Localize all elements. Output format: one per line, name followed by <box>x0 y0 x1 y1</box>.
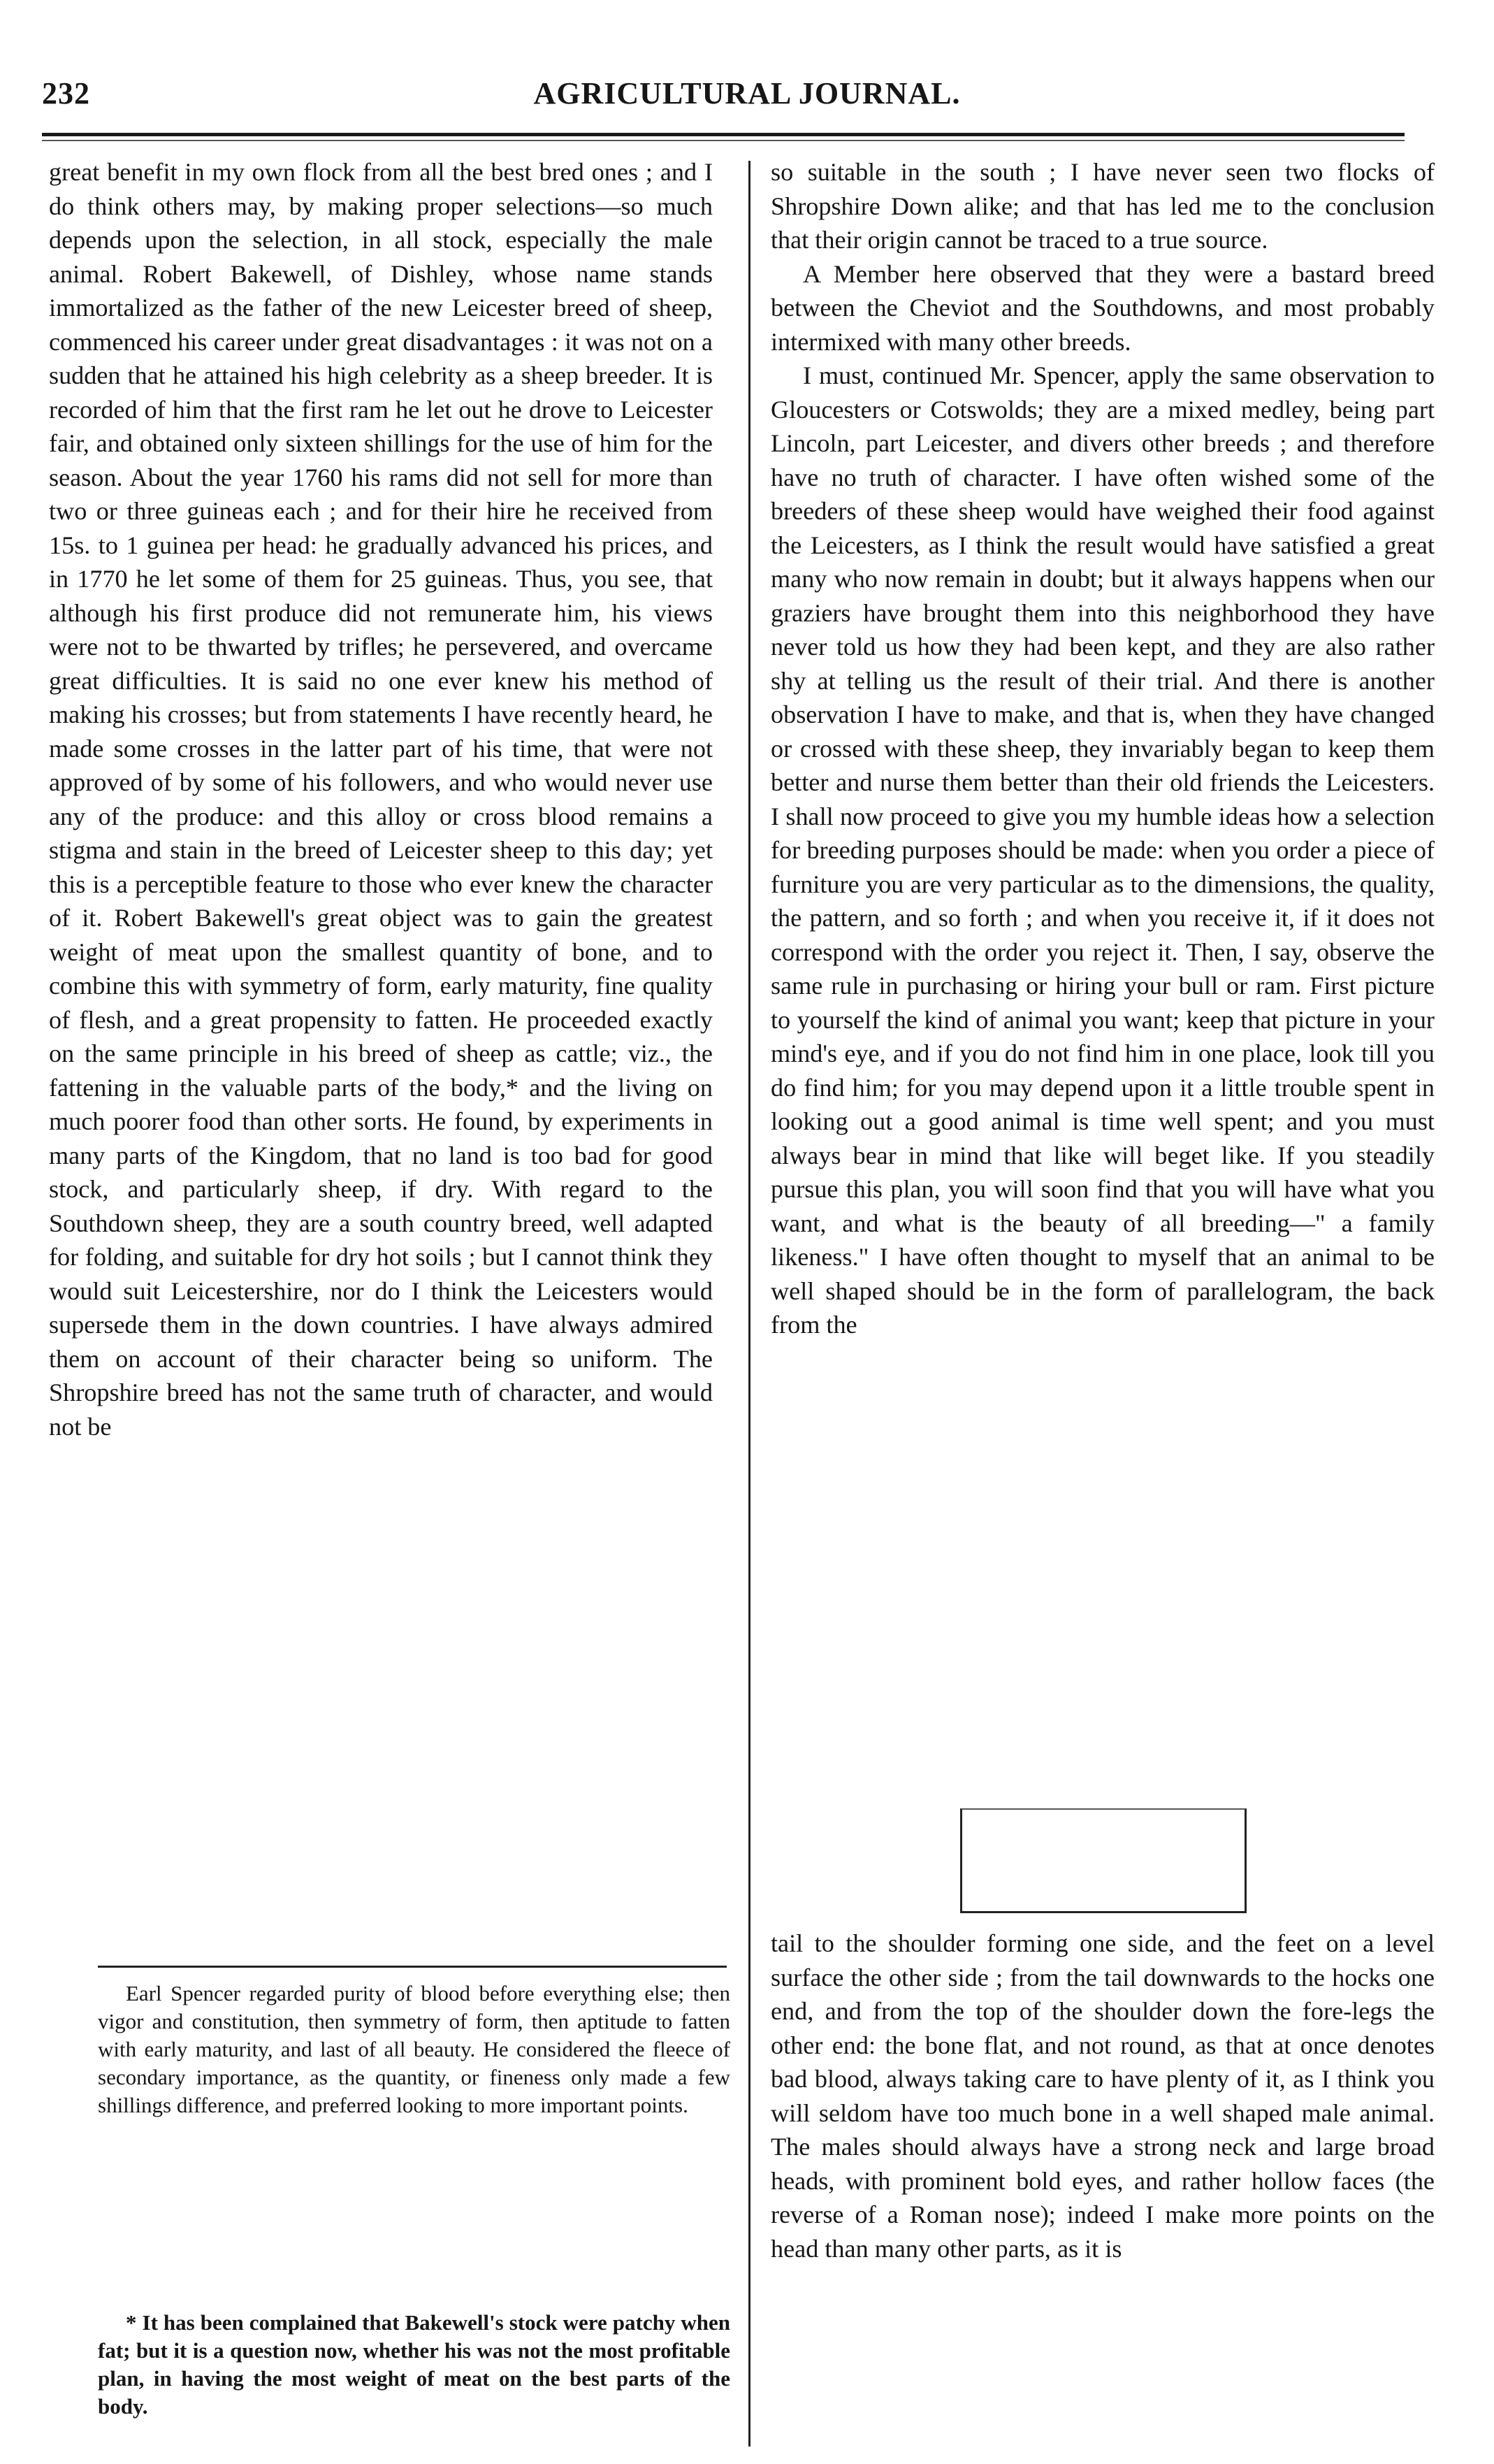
left-column <box>49 155 713 1443</box>
column-divider <box>748 161 750 2447</box>
right-column <box>771 155 1435 1342</box>
running-title: AGRICULTURAL JOURNAL. <box>533 76 961 110</box>
left-column-text: great benefit in my own flock from all the best bred ones ; and I do think others may, by making proper selections—so much depends upon the selection, in all stock, especially the male animal. Robert Bakewell, of Dishley, whose name stands immortalized as the father of the new Leicester breed of sheep, commenced his career under great disadvantages : it was not on a sudden that he attained his high celebrity as a sheep breeder. It is recorded of him that the first ram he let out he drove to Leicester fair, and obtained only sixteen shillings for the use of him for the season. About the year 1760 his rams did not sell for more than two or three guineas each ; and for their hire he received from 15s. to 1 guinea per head: he gradually advanced his prices, and in 1770 he let some of them for 25 guineas. Thus, you see, that although his first produce did not remunerate him, his views were not to be thwarted by trifles; he persevered, and overcame great difficulties. It is said no one ever knew his method of making his crosses; but from statements I have recently heard, he made some crosses in the latter part of his time, that were not approved of by some of his followers, and who would never use any of the produce: and this alloy or cross blood remains a stigma and stain in the breed of Leicester sheep to this day; yet this is a perceptible feature to those who ever knew the character of it. Robert Bakewell's great object was to gain the greatest weight of meat upon the smallest quantity of bone, and to combine this with symmetry of form, early maturity, fine quality of flesh, and a great propensity to fatten. He proceeded exactly on the same principle in his breed of sheep as cattle; viz., the fattening in the valuable parts of the body,* and the living on much poorer food than other sorts. He found, by experiments in many parts of the Kingdom, that no land is too bad for good stock, and particularly sheep, if dry. With regard to the Southdown sheep, they are a south country breed, well adapted for folding, and suitable for dry hot soils ; but I cannot think they would suit Leicestershire, nor do I think the Leicesters would supersede them in the down countries. I have always admired them on account of their character being so uniform. The Shropshire breed has not the same truth of character, and would not be <box>49 158 713 1441</box>
footnote-bakewell: * It has been complained that Bakewell's stock were patchy when fat; but it is a question now, whether his was not the most profitable plan, in having the most weight of meat on the best parts of the body. <box>98 2310 730 2419</box>
footnote-rule <box>98 1966 727 1968</box>
footnote-spencer: Earl Spencer regarded purity of blood before everything else; then vigor and constitution, then symmetry of form, then aptitude to fatten with early maturity, and last of all beauty. He considered the fleece of secondary importance, as the quantity, or fineness only made a few shillings difference, and preferred looking to more important points. <box>98 1981 730 2117</box>
header-rule-thin <box>42 140 1405 141</box>
parallelogram-figure <box>960 1808 1247 1913</box>
right-para-1: so suitable in the south ; I have never seen two flocks of Shropshire Down alike; and that has led me to the conclusion that their origin cannot be traced to a true source. <box>771 158 1435 254</box>
right-column-continuation: tail to the shoulder forming one side, and the feet on a level surface the other side ; from the tail downwards to the hocks one end, and from the top of the shoulder down the fore-legs the other end: the bone flat, and not round, as that at once denotes bad blood, always taking care to have plenty of it, as I think you will seldom have too much bone in a well shaped male animal. The males should always have a strong neck and large broad heads, with prominent bold eyes, and rather hollow faces (the reverse of a Roman nose); indeed I make more points on the head than many other parts, as it is <box>771 1929 1435 2263</box>
right-para-2: A Member here observed that they were a bastard breed between the Cheviot and the Southdowns, and most probably intermixed with many other breeds. <box>771 259 1435 356</box>
header-rule <box>42 133 1405 136</box>
right-para-3: I must, continued Mr. Spencer, apply the same observation to Gloucesters or Cotswolds; they are a mixed medley, being part Lincoln, part Leicester, and divers other breeds ; and therefore have no truth of character. I have often wished some of the breeders of these sheep would have weighed their food against the Leicesters, as I think the result would have satisfied a great many who now remain in doubt; but it always happens when our graziers have brought them into this neighborhood they have never told us how they had been kept, and they are also rather shy at telling us the result of their trial. And there is another observation I have to make, and that is, when they have changed or crossed with these sheep, they invariably began to keep them better and nurse them better than their old friends the Leicesters. I shall now proceed to give you my humble ideas how a selection for breeding purposes should be made: when you order a piece of furniture you are very particular as to the dimensions, the quality, the pattern, and so forth ; and when you receive it, if it does not correspond with the order you reject it. Then, I say, observe the same rule in purchasing or hiring your bull or ram. First picture to yourself the kind of animal you want; keep that picture in your mind's eye, and if you do not find him in one place, look till you do find him; for you may depend upon it a little trouble spent in looking out a good animal is time well spent; and you must always bear in mind that like will beget like. If you steadily pursue this plan, you will soon find that you will have what you want, and what is the beauty of all breeding—" a family likeness." I have often thought to myself that an animal to be well shaped should be in the form of parallelogram, the back from the <box>771 361 1435 1339</box>
page-number: 232 <box>42 76 90 110</box>
